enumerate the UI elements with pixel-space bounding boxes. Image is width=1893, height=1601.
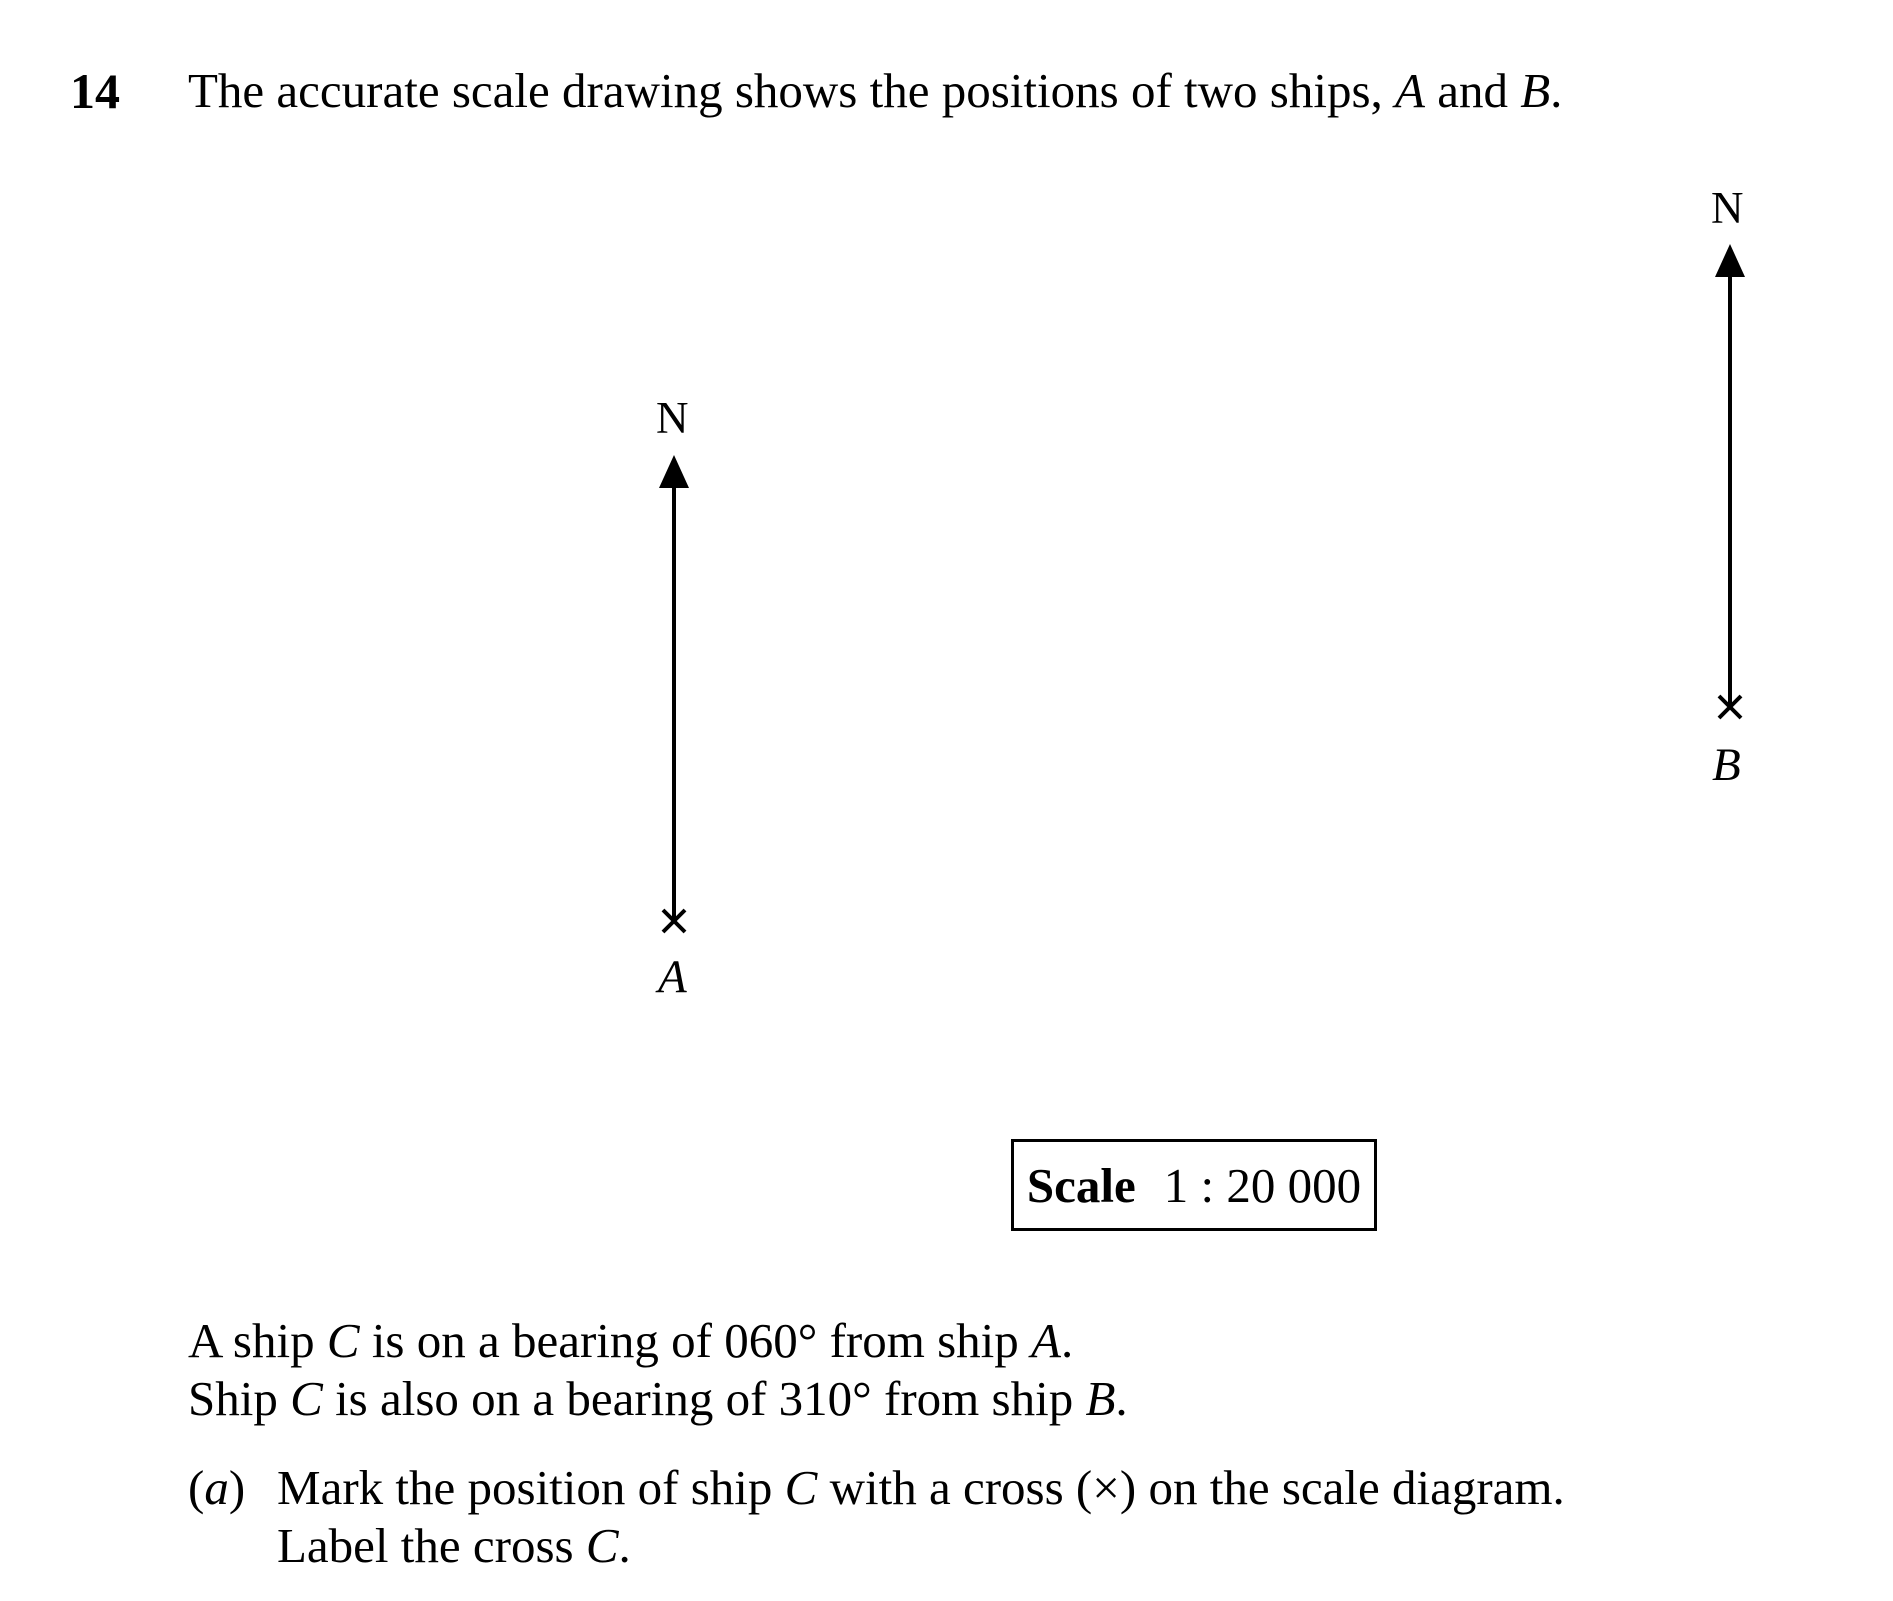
text: ) on the scale diagram.	[1119, 1460, 1565, 1515]
question-number: 14	[70, 63, 120, 119]
north-arrowhead-a	[659, 455, 689, 488]
text: with a cross (	[817, 1460, 1093, 1515]
north-line-a	[659, 455, 689, 921]
text: .	[1060, 1313, 1074, 1368]
ship-b-ref: B	[1520, 63, 1551, 118]
statement-line-2	[188, 1370, 1128, 1427]
part-a-line-2	[277, 1517, 631, 1574]
ship-b-label: B	[1712, 739, 1741, 791]
scale-box	[1011, 1139, 1377, 1231]
ship-c-ref: C	[326, 1313, 360, 1368]
text: Label the cross	[277, 1518, 586, 1573]
text: A ship	[188, 1313, 327, 1368]
ship-c-ref: C	[784, 1460, 818, 1515]
ship-a-ref: A	[1031, 1313, 1061, 1368]
ship-c-ref: C	[585, 1518, 619, 1573]
intro-and: and	[1424, 63, 1521, 118]
intro-text: The accurate scale drawing shows the positions of two ships,	[188, 63, 1396, 118]
ship-a-label: A	[658, 951, 687, 1003]
north-line-b	[1715, 244, 1745, 707]
text: .	[1115, 1371, 1128, 1426]
ship-a-ref: A	[1395, 63, 1425, 118]
ship-c-ref: C	[290, 1371, 323, 1426]
north-arrowhead-b	[1715, 244, 1745, 277]
scale-value: 1 : 20 000	[1163, 1157, 1362, 1213]
text: Ship	[188, 1371, 291, 1426]
scale-label: Scale	[1026, 1157, 1136, 1213]
statement-line-1	[188, 1312, 1073, 1369]
part-a-letter: (a)	[188, 1460, 246, 1515]
part-a-line-1	[277, 1459, 1565, 1516]
intro-end: .	[1550, 63, 1563, 118]
ship-b-ref: B	[1085, 1371, 1116, 1426]
north-label-b: N	[1711, 183, 1744, 233]
north-label-a: N	[656, 393, 689, 443]
text: is also on a bearing of 310° from ship	[322, 1371, 1086, 1426]
text: is on a bearing of 060° from ship	[359, 1313, 1032, 1368]
text: Mark the position of ship	[277, 1460, 785, 1515]
text: .	[618, 1518, 631, 1573]
cross-symbol: ×	[1092, 1460, 1120, 1515]
